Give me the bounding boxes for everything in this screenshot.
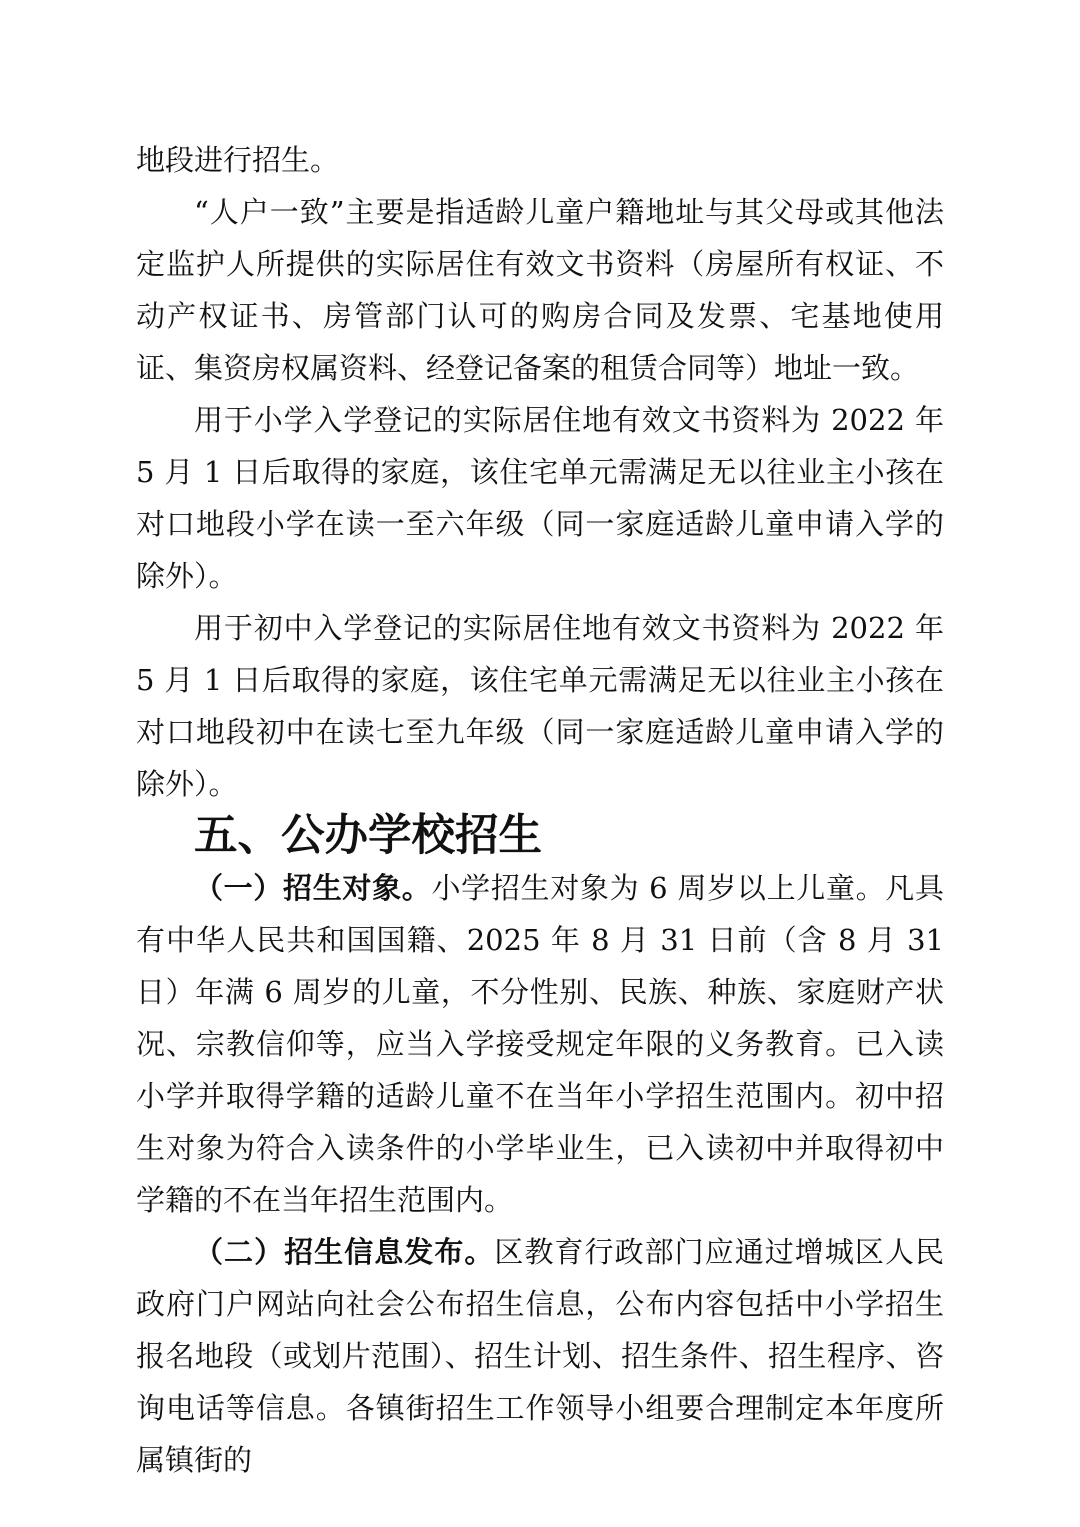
paragraph-body-enrollment-targets: 小学招生对象为 6 周岁以上儿童。凡具有中华人民共和国国籍、2025 年 8 月 31 日前（含 8 月 31 日）年满 6 周岁的儿童，不分性别、民族、种族、家庭财产状况、宗教信仰等，应当入学接受规定年限的义务教育。已入读小学并取得学籍的适龄儿童不在当年小学招生范围内。初中招生对象为符合入读条件的小学毕业生，已入读初中并取得初中学籍的不在当年招生范围内。 — [136, 871, 944, 1217]
paragraph-primary-registration: 用于小学入学登记的实际居住地有效文书资料为 2022 年 5 月 1 日后取得的家庭，该住宅单元需满足无以往业主小孩在对口地段小学在读一至六年级（同一家庭适龄儿童申请入学的除外）。 — [136, 403, 944, 593]
paragraph-continuation: 地段进行招生。 — [136, 143, 340, 177]
paragraph-enrollment-info-release — [136, 1226, 944, 1486]
paragraph-lead-enrollment-info-release: （二）招生信息发布。 — [194, 1235, 495, 1269]
document-body — [136, 134, 944, 1486]
paragraph-household-consistency: “人户一致”主要是指适龄儿童户籍地址与其父母或其他法定监护人所提供的实际居住有效文书资料（房屋所有权证、不动产权证书、房管部门认可的购房合同及发票、宅基地使用证、集资房权属资料、经登记备案的租赁合同等）地址一致。 — [136, 195, 944, 385]
paragraph-lead-enrollment-targets: （一）招生对象。 — [194, 871, 432, 905]
paragraph-enrollment-targets — [136, 862, 944, 1226]
paragraph-body-enrollment-info-release: 区教育行政部门应通过增城区人民政府门户网站向社会公布招生信息，公布内容包括中小学招生报名地段（或划片范围）、招生计划、招生条件、招生程序、咨询电话等信息。各镇街招生工作领导小组要合理制定本年度所属镇街的 — [136, 1235, 944, 1477]
paragraph-junior-registration: 用于初中入学登记的实际居住地有效文书资料为 2022 年 5 月 1 日后取得的家庭，该住宅单元需满足无以往业主小孩在对口地段初中在读七至九年级（同一家庭适龄儿童申请入学的除外）。 — [136, 611, 944, 801]
section-heading-public-school-enrollment: 五、公办学校招生 — [194, 811, 542, 861]
